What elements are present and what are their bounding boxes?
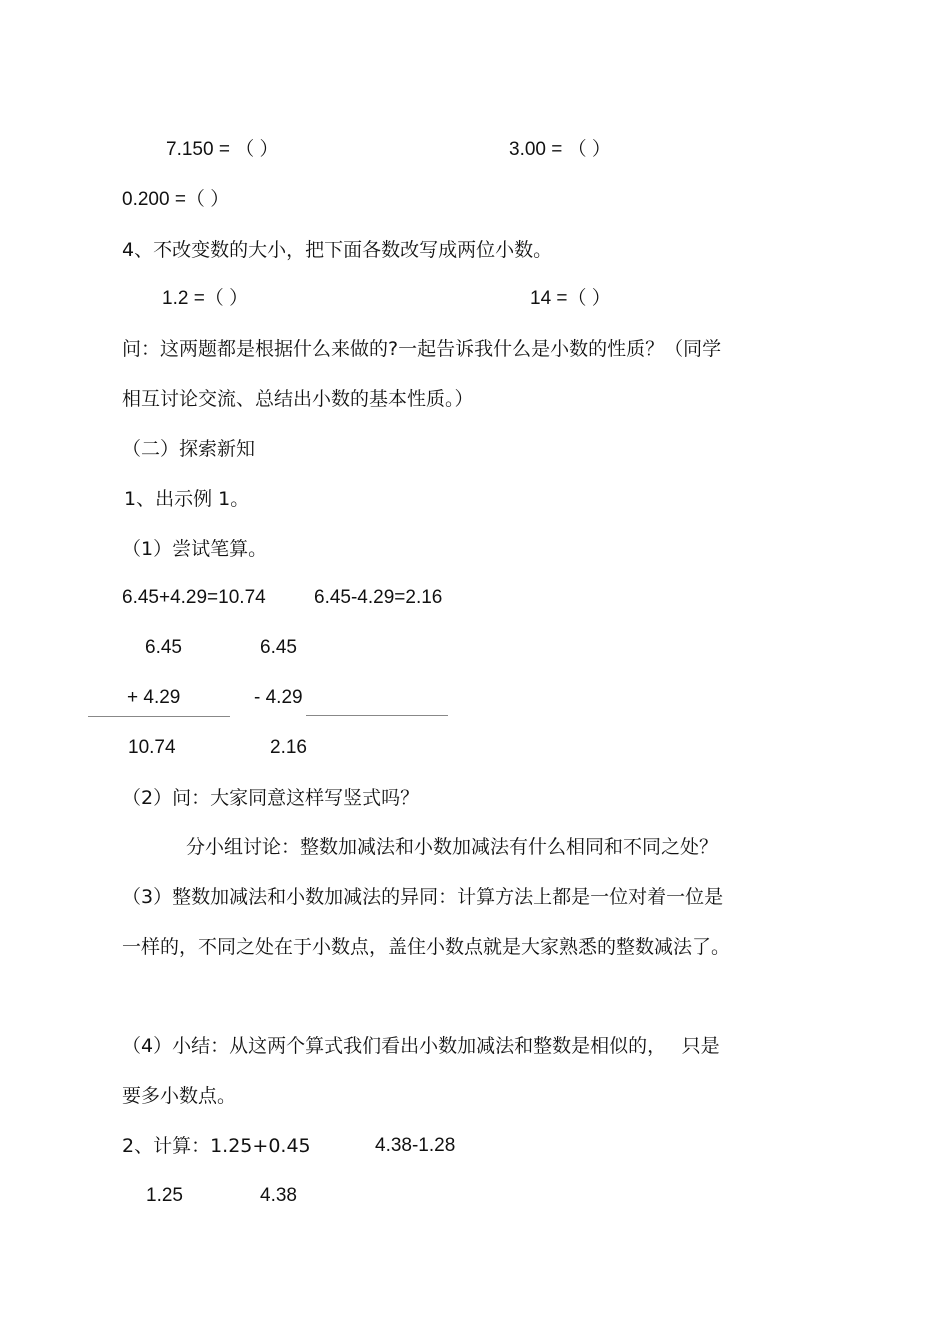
exercise-0-200: 0.200 =（ ） <box>122 189 230 210</box>
exercise-7-150: 7.150 = （ ） <box>166 139 279 160</box>
vertical-add-result: 10.74 <box>128 737 176 758</box>
vertical-sub-result: 2.16 <box>270 737 307 758</box>
calculation-heading: 2、计算：1.25+0.45 <box>122 1135 311 1157</box>
vertical-sub-second: - 4.29 <box>254 687 303 708</box>
group-discussion: 分小组讨论：整数加减法和小数加减法有什么相同和不同之处？ <box>186 836 719 858</box>
exercise-14: 14 =（ ） <box>530 288 611 309</box>
step-2: （2）问：大家同意这样写竖式吗？ <box>122 787 420 809</box>
vertical-sub-rule <box>306 715 448 716</box>
vertical-add-rule <box>88 716 230 717</box>
step-3-line-1: （3）整数加减法和小数加减法的异同：计算方法上都是一位对着一位是 <box>122 886 724 908</box>
question-4: 4、不改变数的大小，把下面各数改写成两位小数。 <box>122 239 553 261</box>
step-4-line-2: 要多小数点。 <box>122 1085 237 1107</box>
subtraction-equation: 6.45-4.29=2.16 <box>314 587 443 608</box>
vertical-add-top: 6.45 <box>145 637 182 658</box>
calculation-subtraction: 4.38-1.28 <box>375 1135 456 1156</box>
question-line-1: 问：这两题都是根据什么来做的?一起告诉我什么是小数的性质？（同学 <box>122 338 722 360</box>
question-line-2: 相互讨论交流、总结出小数的基本性质。） <box>122 388 474 410</box>
addition-equation: 6.45+4.29=10.74 <box>122 587 266 608</box>
step-4-line-1: （4）小结：从这两个算式我们看出小数加减法和整数是相似的， 只是 <box>122 1035 720 1057</box>
step-3-line-2: 一样的，不同之处在于小数点，盖住小数点就是大家熟悉的整数减法了。 <box>122 936 731 958</box>
vertical-add-second: + 4.29 <box>127 687 181 708</box>
calc-vertical-add-top: 1.25 <box>146 1185 183 1206</box>
calc-vertical-sub-top: 4.38 <box>260 1185 297 1206</box>
vertical-sub-top: 6.45 <box>260 637 297 658</box>
exercise-3-00: 3.00 = （ ） <box>509 139 611 160</box>
section-heading: （二）探索新知 <box>122 438 256 460</box>
step-1: （1）尝试笔算。 <box>122 538 268 560</box>
exercise-1-2: 1.2 =（ ） <box>162 288 249 309</box>
example-1-heading: 1、出示例 1。 <box>124 488 250 510</box>
